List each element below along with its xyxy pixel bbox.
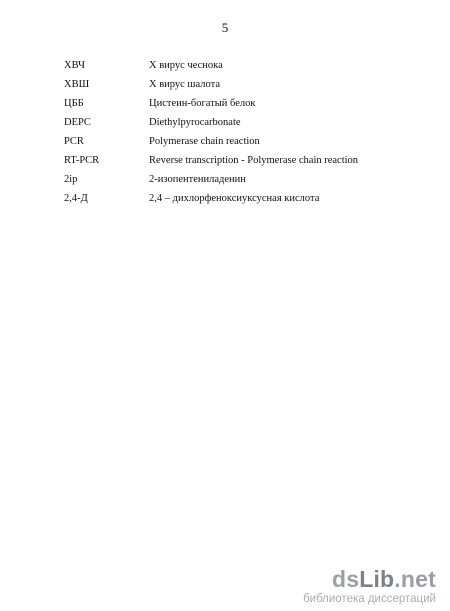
abbreviation-definition: 2-изопентениладенин (149, 174, 246, 185)
abbreviation-definition: Х вирус шалота (149, 79, 220, 90)
abbreviation-row (64, 189, 404, 208)
abbreviation-term: ХВЧ (64, 60, 85, 71)
dslib-logo (303, 568, 436, 591)
abbreviation-term: 2ip (64, 174, 78, 185)
abbreviation-row (64, 75, 404, 94)
page-number: 5 (221, 20, 229, 35)
abbreviation-row (64, 132, 404, 151)
abbreviation-term: DEPC (64, 117, 91, 128)
logo-net-text: net (400, 566, 436, 592)
abbreviation-term: 2,4-Д (64, 193, 88, 204)
abbreviation-row (64, 170, 404, 189)
abbreviation-definition: Reverse transcription - Polymerase chain reaction (149, 155, 359, 166)
logo-ds-text: ds (331, 566, 360, 592)
abbreviation-term: ХВШ (64, 79, 90, 90)
abbreviation-term: PCR (64, 136, 84, 147)
abbreviation-row (64, 151, 404, 170)
dslib-watermark (303, 568, 436, 605)
abbreviation-definition: Diethylpyrocarbonate (149, 117, 241, 128)
abbreviation-row (64, 94, 404, 113)
abbreviation-term: ЦББ (64, 98, 84, 109)
abbreviation-definition: Polymerase chain reaction (149, 136, 260, 147)
logo-lib-text: Lib (359, 566, 395, 592)
abbreviation-definition: Цистеин-богатый белок (149, 98, 256, 109)
abbreviation-definition: 2,4 – дихлорфеноксиуксусная кислота (149, 193, 320, 204)
abbreviation-list (64, 56, 404, 208)
watermark-caption: библиотека диссертаций (303, 593, 436, 605)
logo-dot-text: . (394, 566, 401, 592)
abbreviation-row (64, 56, 404, 75)
abbreviation-row (64, 113, 404, 132)
abbreviation-definition: Х вирус чеснока (149, 60, 223, 71)
abbreviation-term: RT-PCR (64, 155, 100, 166)
